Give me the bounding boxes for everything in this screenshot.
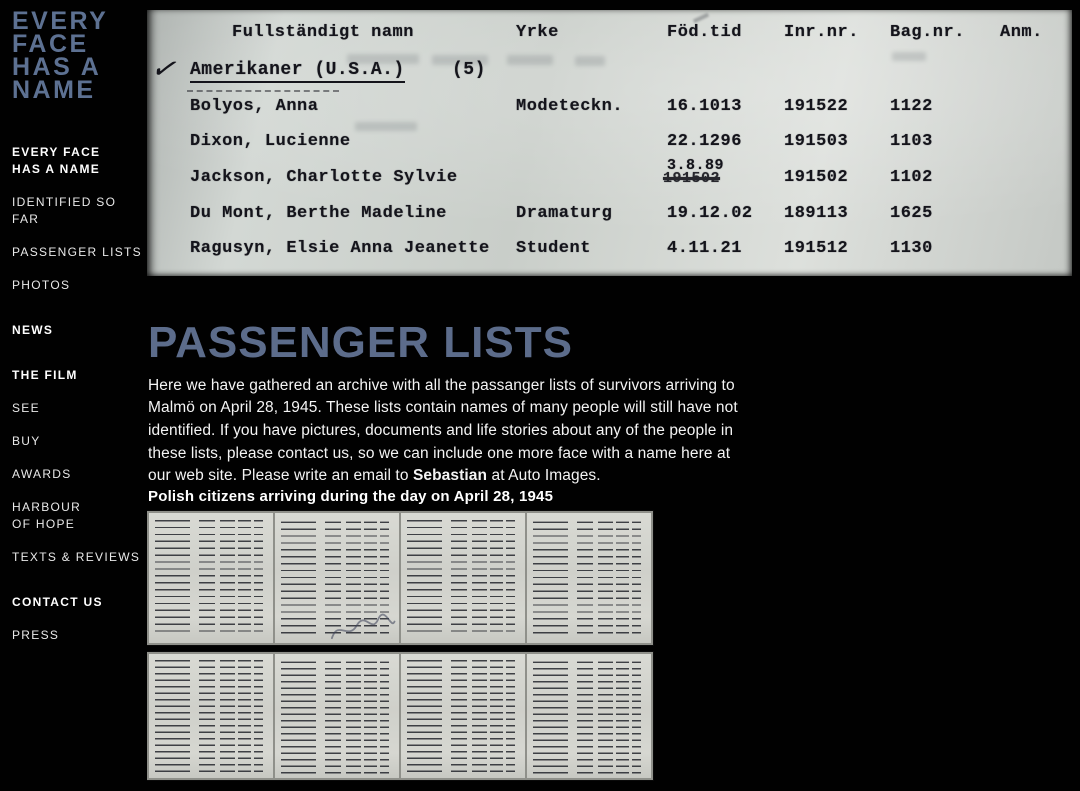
- cell-name: Bolyos, Anna: [190, 97, 319, 116]
- sidebar-item-the-film[interactable]: THE FILM: [12, 368, 78, 382]
- scan-column: [281, 521, 316, 638]
- sidebar-item-photos[interactable]: PHOTOS: [12, 278, 71, 292]
- cell-inrnr: 191503: [784, 132, 849, 151]
- col-header-fodtid: Föd.tid: [667, 23, 742, 42]
- scan-column: [364, 662, 376, 774]
- group-title: Amerikaner (U.S.A.): [190, 60, 405, 83]
- scan-column: [220, 660, 235, 772]
- col-header-bagnr: Bag.nr.: [890, 23, 965, 42]
- cell-bagnr: 1130: [890, 239, 933, 258]
- scan-column: [598, 662, 613, 774]
- cell-inrnr: 191522: [784, 97, 849, 116]
- scan-column: [155, 660, 190, 772]
- cell-inrnr: 189113: [784, 204, 849, 223]
- scan-column: [472, 520, 487, 637]
- handwritten-checkmark-icon: ✓: [147, 51, 182, 91]
- scan-page: [149, 654, 273, 778]
- sidebar: [0, 0, 147, 791]
- cell-bagnr: 1625: [890, 204, 933, 223]
- document-row: [147, 204, 1072, 228]
- scan-column: [281, 662, 316, 774]
- col-header-anm: Anm.: [1000, 23, 1043, 42]
- scan-column: [506, 660, 515, 772]
- scan-page: [401, 654, 525, 778]
- cell-name: Jackson, Charlotte Sylvie: [190, 168, 458, 187]
- scan-column: [506, 520, 515, 637]
- bleedthrough-text: [355, 122, 417, 131]
- scan-column: [238, 520, 250, 637]
- cell-fodtid-corrected: [663, 159, 753, 189]
- sebastian-email-link[interactable]: Sebastian: [412, 467, 488, 485]
- list-subheading: Polish citizens arriving during the day on April 28, 1945: [148, 488, 554, 505]
- typed-dashes-artifact: [187, 90, 339, 92]
- scan-page: [149, 513, 273, 643]
- col-header-yrke: Yrke: [516, 23, 559, 42]
- cell-name: Ragusyn, Elsie Anna Jeanette: [190, 239, 490, 258]
- scan-column: [220, 520, 235, 637]
- cell-yrke: Dramaturg: [516, 204, 613, 223]
- scan-page: [275, 654, 399, 778]
- scan-column: [155, 520, 190, 637]
- sidebar-item-press[interactable]: PRESS: [12, 628, 60, 642]
- hero-scanned-passenger-list: [147, 10, 1072, 276]
- scan-page: [401, 513, 525, 643]
- scan-column: [199, 660, 215, 772]
- sidebar-item-news[interactable]: NEWS: [12, 323, 54, 337]
- col-header-inrnr: Inr.nr.: [784, 23, 859, 42]
- cell-fodtid: 22.1296: [667, 132, 742, 151]
- scan-page: [275, 513, 399, 643]
- page-title: PASSENGER LISTS: [148, 318, 573, 368]
- scan-column: [490, 520, 502, 637]
- sidebar-nav: [12, 144, 147, 644]
- cell-yrke: Student: [516, 239, 591, 258]
- cell-inrnr: 191502: [784, 168, 849, 187]
- scan-smudge: [693, 13, 709, 23]
- scan-column: [598, 521, 613, 638]
- intro-paragraph: [148, 375, 744, 489]
- document-group-row: [147, 51, 1072, 91]
- logo-line: FACE: [12, 30, 89, 58]
- intro-text: at Auto Images.: [487, 467, 601, 485]
- scan-column: [632, 521, 641, 638]
- cell-inrnr: 191512: [784, 239, 849, 258]
- logo-line: HAS A: [12, 53, 102, 81]
- intro-text: Here we have gathered an archive with all the passanger lists of survivors arriving to Malmö on April 28, 1945. These lists contain names of many people will still have not identified. If you have pictures, documents and life stories about any of the people in these lists, please contact us, so we can include one more face with a name here at our web site. Please write an email to: [148, 376, 738, 485]
- scan-column: [451, 660, 467, 772]
- scan-column: [533, 521, 568, 638]
- cell-fodtid: 16.1013: [667, 97, 742, 116]
- site-logo[interactable]: [12, 7, 147, 104]
- scan-column: [346, 662, 361, 774]
- scan-column: [407, 660, 442, 772]
- scan-column: [577, 521, 593, 638]
- scan-column: [254, 660, 263, 772]
- cell-bagnr: 1103: [890, 132, 933, 151]
- sidebar-item-harbour-of-hope[interactable]: HARBOUR OF HOPE: [12, 500, 82, 531]
- scan-column: [616, 662, 628, 774]
- scan-page: [527, 513, 651, 643]
- scan-column: [533, 662, 568, 774]
- cell-bagnr: 1122: [890, 97, 933, 116]
- passenger-list-scan-2[interactable]: [147, 652, 653, 780]
- sidebar-item-every-face-has-a-name[interactable]: EVERY FACE HAS A NAME: [12, 145, 101, 176]
- scan-column: [380, 662, 389, 774]
- cell-yrke: Modeteckn.: [516, 97, 624, 116]
- struck-out-value: 191502: [663, 170, 721, 187]
- scan-column: [199, 520, 215, 637]
- scan-column: [472, 660, 487, 772]
- document-header-row: [147, 23, 1072, 45]
- scan-column: [325, 662, 341, 774]
- main-content: [147, 277, 1080, 791]
- passenger-list-scan-1[interactable]: [147, 511, 653, 645]
- scan-column: [407, 520, 442, 637]
- cell-fodtid: 19.12.02: [667, 204, 753, 223]
- sidebar-item-contact-us[interactable]: CONTACT US: [12, 595, 103, 609]
- corrected-date: 3.8.89: [667, 157, 725, 174]
- scan-column: [254, 520, 263, 637]
- scan-page: [527, 654, 651, 778]
- sidebar-item-identified-so-far[interactable]: IDENTIFIED SO FAR: [12, 195, 117, 226]
- sidebar-item-awards[interactable]: AWARDS: [12, 467, 72, 481]
- cell-fodtid: 4.11.21: [667, 239, 742, 258]
- col-header-full-name: Fullständigt namn: [232, 23, 414, 42]
- sidebar-item-texts-reviews[interactable]: TEXTS & REVIEWS: [12, 550, 141, 564]
- document-row: [147, 132, 1072, 156]
- document-row: [147, 239, 1072, 263]
- sidebar-item-passenger-lists[interactable]: PASSENGER LISTS: [12, 245, 142, 259]
- document-row: [147, 157, 1072, 192]
- scan-column: [632, 662, 641, 774]
- logo-line: NAME: [12, 76, 96, 104]
- cell-name: Du Mont, Berthe Madeline: [190, 204, 447, 223]
- group-count: (5): [452, 60, 486, 80]
- scan-column: [451, 520, 467, 637]
- cell-name: Dixon, Lucienne: [190, 132, 351, 151]
- logo-line: EVERY: [12, 7, 109, 35]
- sidebar-item-buy[interactable]: BUY: [12, 434, 41, 448]
- sidebar-item-see[interactable]: SEE: [12, 401, 40, 415]
- scan-column: [577, 662, 593, 774]
- scan-column: [238, 660, 250, 772]
- cell-bagnr: 1102: [890, 168, 933, 187]
- scan-column: [490, 660, 502, 772]
- scan-column: [616, 521, 628, 638]
- document-row: [147, 97, 1072, 121]
